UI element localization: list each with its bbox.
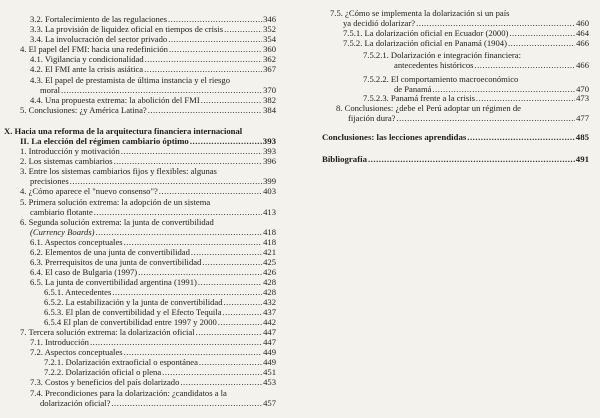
toc-entry (20, 218, 214, 227)
toc-entry-title: precisiones (30, 176, 69, 186)
toc-page-number: 473 (576, 93, 589, 103)
toc-entry (30, 248, 276, 257)
toc-entry (30, 268, 276, 277)
toc-entry (30, 65, 276, 74)
toc-leader-dots (90, 338, 262, 347)
toc-page-number: 464 (576, 28, 589, 38)
toc-entry-title: 4.4. Una propuesta extrema: la abolición del FMI (30, 95, 200, 105)
toc-page-number: 428 (263, 287, 276, 297)
toc-page-number: 346 (263, 14, 276, 24)
toc-page-number: 425 (263, 257, 276, 267)
toc-leader-dots (70, 177, 262, 186)
toc-entry (44, 318, 276, 327)
toc-entry-title: 3.2. Fortalecimiento de las regulaciones (30, 14, 167, 24)
toc-leader-dots (368, 155, 575, 164)
toc-entry-title: 7.4. Precondiciones para la dolarización: ¿candidatos a la (30, 388, 227, 398)
toc-entry-title: de Panamá (394, 84, 432, 94)
toc-entry-title: 6.5.3. El plan de convertibilidad y el Efecto Tequila (44, 307, 222, 317)
toc-page-number: 442 (263, 317, 276, 327)
toc-page-number: 354 (263, 34, 276, 44)
toc-entry (363, 94, 589, 103)
toc-entry-title: 7.5.2.3. Panamá frente a la crisis (363, 93, 475, 103)
toc-entry (20, 137, 276, 146)
toc-page-number: 399 (263, 176, 276, 186)
toc-entry-title: moral (40, 85, 61, 95)
toc-page-number: 491 (575, 154, 589, 164)
toc-page-number: 449 (263, 347, 276, 357)
toc-entry-title: 7.5.1. La dolarización oficial en Ecuador (2000) (343, 28, 509, 38)
toc-entry-title: 4.3. El papel de prestamista de última instancia y el riesgo (30, 75, 230, 85)
toc-leader-dots (168, 35, 262, 44)
toc-entry (20, 198, 210, 207)
toc-entry-title: 5. Primera solución extrema: la adopción de un sistema (20, 197, 211, 207)
toc-entry-title: 7.2.1. Dolarización extraoficial o espontánea (44, 357, 198, 367)
toc-page-number: 447 (263, 337, 276, 347)
toc-entry (40, 86, 276, 95)
toc-entry (30, 378, 276, 387)
toc-entry (30, 389, 227, 398)
toc-leader-dots (474, 61, 575, 70)
toc-leader-dots (223, 308, 263, 317)
toc-entry (4, 127, 242, 136)
toc-leader-dots (111, 399, 262, 408)
toc-leader-dots (124, 348, 263, 357)
toc-entry (30, 258, 276, 267)
toc-entry (30, 35, 276, 44)
toc-entry-title: 6.5.1. Antecedentes (44, 287, 112, 297)
toc-entry-title: antecedentes históricos (394, 60, 474, 70)
toc-leader-dots (198, 278, 262, 287)
toc-page-right (300, 0, 600, 418)
toc-entry-title: 6.4. El caso de Bulgaria (1997) (30, 267, 138, 277)
toc-entry (322, 155, 589, 164)
toc-page-number: 403 (263, 186, 276, 196)
toc-page-number: 384 (263, 105, 276, 115)
toc-page-number: 396 (263, 156, 276, 166)
toc-leader-dots (168, 15, 262, 24)
toc-page-number: 453 (263, 377, 276, 387)
toc-entry (44, 288, 276, 297)
toc-page-number: 426 (263, 267, 276, 277)
toc-page-number: 418 (263, 227, 276, 237)
toc-entry (394, 61, 589, 70)
toc-entry (330, 9, 509, 18)
toc-page-number: 460 (576, 18, 589, 28)
toc-entry (30, 177, 276, 186)
toc-leader-dots (224, 25, 262, 34)
toc-entry-title: 3.3. La provisión de liquidez oficial en tiempos de crisis (30, 24, 224, 34)
toc-page-number: 477 (576, 113, 589, 123)
toc-leader-dots (190, 137, 262, 146)
toc-entry-title: 7.1. Introducción (30, 337, 89, 347)
toc-leader-dots (112, 288, 262, 297)
toc-leader-dots (199, 358, 262, 367)
toc-leader-dots (467, 133, 575, 142)
toc-page-number: 432 (263, 297, 276, 307)
toc-leader-dots (180, 378, 262, 387)
toc-entry-title: Conclusiones: las lecciones aprendidas (322, 132, 467, 142)
toc-entry-title: 4. ¿Cómo aparece el "nuevo consenso"? (20, 186, 158, 196)
toc-leader-dots (162, 368, 262, 377)
toc-entry-title: 7.5.2.2. El comportamiento macroeconómico (363, 74, 519, 84)
toc-entry-title: 3.4. La involucración del sector privado (30, 34, 168, 44)
toc-entry-title: 6.3. Prerrequisitos de una junta de convertibilidad (30, 257, 202, 267)
toc-entry-title: 6.5.2. La estabilización y la junta de convertibilidad (44, 297, 223, 307)
toc-entry-title: 2. Los sistemas cambiarios (20, 156, 113, 166)
toc-leader-dots (396, 114, 575, 123)
toc-entry-title: fijación dura? (348, 113, 396, 123)
toc-page-number: 451 (263, 367, 276, 377)
toc-page-number: 470 (576, 84, 589, 94)
toc-entry (44, 298, 276, 307)
toc-leader-dots (144, 65, 262, 74)
toc-leader-dots (145, 55, 262, 64)
toc-entry (343, 39, 589, 48)
toc-entry (30, 238, 276, 247)
toc-page-number: 428 (263, 277, 276, 287)
toc-page-number: 370 (263, 85, 276, 95)
toc-leader-dots (94, 208, 262, 217)
toc-leader-dots (114, 157, 263, 166)
toc-entry-title: cambiario flotante (30, 207, 93, 217)
toc-entry-title: dolarización oficial? (40, 398, 111, 408)
toc-entry (363, 75, 518, 84)
toc-entry-title: 5. Conclusiones: ¿y América Latina? (20, 105, 147, 115)
toc-leader-dots (169, 45, 262, 54)
toc-entry-title: 6.1. Aspectos conceptuales (30, 237, 123, 247)
toc-entry-title: 6. Segunda solución extrema: la junta de convertibilidad (20, 217, 214, 227)
toc-page-number: 362 (263, 54, 276, 64)
toc-page-number: 437 (263, 307, 276, 317)
toc-entry-title: 4.1. Vigilancia y condicionalidad (30, 54, 144, 64)
toc-entry (30, 278, 276, 287)
toc-entry-title: 7.5.2.1. Dolarización e integración financiera: (363, 50, 521, 60)
toc-entry (30, 338, 276, 347)
toc-entry-title: Bibliografía (322, 154, 367, 164)
toc-entry (336, 104, 521, 113)
toc-entry-title: 7.3. Costos y beneficios del país dolarizado (30, 377, 180, 387)
toc-entry-title: 6.5.4 El plan de convertibilidad entre 1997 y 2000 (44, 317, 217, 327)
toc-entry (30, 76, 230, 85)
toc-entry-title: 4. El papel del FMI: hacia una redefinición (20, 44, 168, 54)
toc-entry (20, 106, 276, 115)
toc-entry-title: 3. Entre los sistemas cambiarios fijos y flexibles: algunas (20, 166, 217, 176)
toc-page-number: 457 (263, 398, 276, 408)
toc-leader-dots (509, 29, 575, 38)
toc-page-number: 466 (576, 60, 589, 70)
toc-entry-title: 7.2.2. Dolarización oficial o plena (44, 367, 162, 377)
toc-page-number: 413 (263, 207, 276, 217)
toc-leader-dots (201, 96, 262, 105)
toc-leader-dots (148, 106, 262, 115)
toc-entry (44, 308, 276, 317)
toc-entry (348, 114, 589, 123)
toc-entry (20, 328, 276, 337)
toc-leader-dots (476, 94, 575, 103)
toc-entry (20, 157, 276, 166)
toc-entry-title: (Currency Boards) (30, 227, 95, 237)
toc-entry (30, 55, 276, 64)
toc-leader-dots (202, 258, 262, 267)
toc-entry (30, 25, 276, 34)
toc-page-number: 382 (263, 95, 276, 105)
toc-page-number: 418 (263, 237, 276, 247)
toc-entry-title: 4.2. El FMI ante la crisis asiática (30, 64, 144, 74)
toc-leader-dots (121, 147, 262, 156)
toc-leader-dots (218, 318, 262, 327)
toc-entry (363, 51, 521, 60)
toc-entry-title: 7.5.2. La dolarización oficial en Panamá (1904) (343, 38, 507, 48)
toc-page-number: 393 (263, 146, 276, 156)
toc-leader-dots (96, 228, 263, 237)
toc-page-number: 485 (575, 132, 589, 142)
toc-entry (322, 133, 589, 142)
toc-page-number: 367 (263, 64, 276, 74)
toc-entry-title: 7.2. Aspectos conceptuales (30, 347, 123, 357)
toc-entry-title: 7.5. ¿Cómo se implementa la dolarización si un país (330, 8, 510, 18)
toc-entry (20, 45, 276, 54)
toc-entry-title: X. Hacia una reforma de la arquitectura financiera internacional (4, 126, 243, 136)
toc-page-number: 449 (263, 357, 276, 367)
toc-entry (40, 399, 276, 408)
toc-page-number: 393 (262, 136, 276, 146)
toc-entry-title: 6.5. La junta de convertibilidad argentina (1991) (30, 277, 197, 287)
toc-entry-title: 1. Introducción y motivación (20, 146, 120, 156)
toc-entry (44, 358, 276, 367)
toc-page-number: 466 (576, 38, 589, 48)
toc-entry (20, 187, 276, 196)
toc-leader-dots (159, 187, 262, 196)
toc-entry-title: II. La elección del régimen cambiario óptimo (20, 136, 189, 146)
toc-leader-dots (508, 39, 575, 48)
toc-entry (30, 228, 276, 237)
toc-page-number: 447 (263, 327, 276, 337)
toc-entry-title: ya decidió dolarizar? (343, 18, 416, 28)
toc-leader-dots (196, 328, 262, 337)
toc-entry (343, 19, 589, 28)
toc-entry (30, 348, 276, 357)
toc-entry (30, 15, 276, 24)
toc-entry (20, 147, 276, 156)
toc-page-number: 360 (263, 44, 276, 54)
toc-entry-title: 8. Conclusiones: ¿debe el Perú adoptar un régimen de (336, 103, 521, 113)
toc-entry (20, 167, 217, 176)
toc-leader-dots (416, 19, 575, 28)
toc-leader-dots (191, 248, 262, 257)
toc-leader-dots (61, 86, 262, 95)
toc-entry (30, 208, 276, 217)
toc-page-number: 352 (263, 24, 276, 34)
toc-leader-dots (138, 268, 262, 277)
toc-entry-title: 7. Tercera solución extrema: la dolarización oficial (20, 327, 195, 337)
toc-page-number: 421 (263, 247, 276, 257)
toc-entry (30, 96, 276, 105)
toc-leader-dots (224, 298, 263, 307)
toc-entry (343, 29, 589, 38)
toc-entry-title: 6.2. Elementos de una junta de convertibilidad (30, 247, 190, 257)
toc-leader-dots (124, 238, 263, 247)
toc-entry (44, 368, 276, 377)
